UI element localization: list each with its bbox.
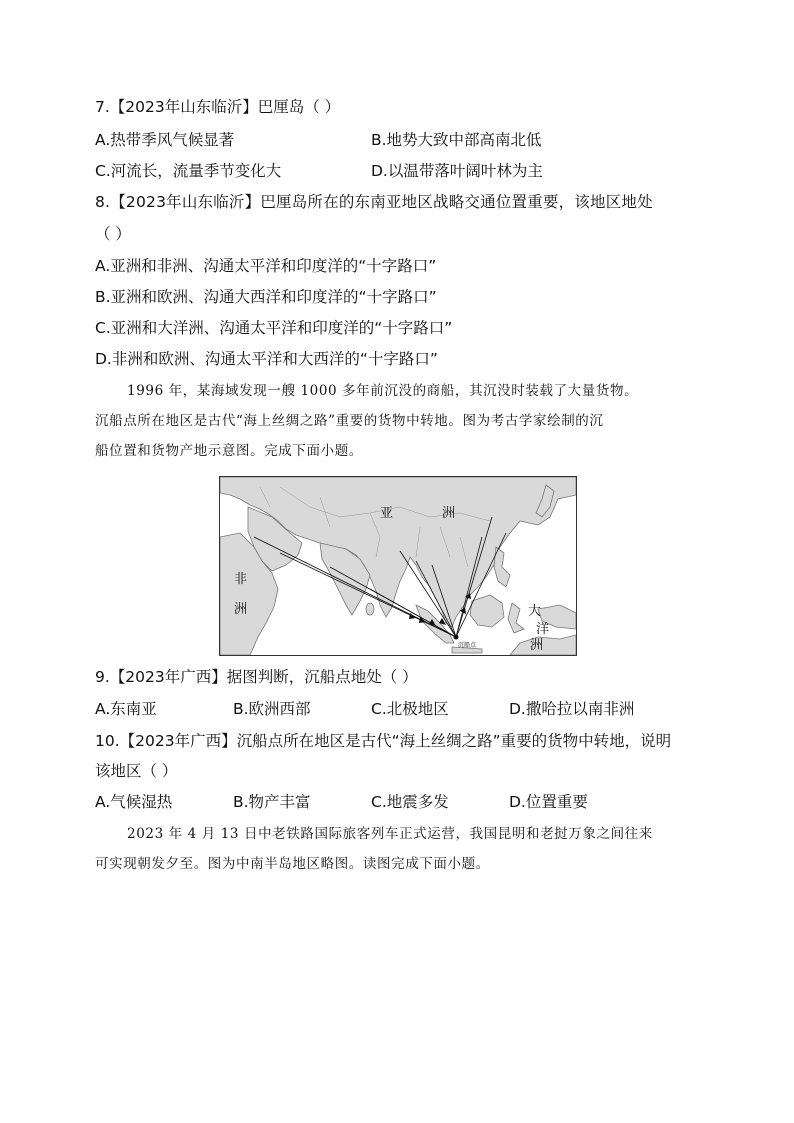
shipwreck-map (219, 476, 577, 656)
q10-stem-cont: 该地区（ ） (95, 762, 178, 780)
passage-railway-line1: 2023 年 4 月 13 日中老铁路国际旅客列车正式运营，我国昆明和老挝万象之间往来 (127, 826, 653, 842)
map-svg (220, 477, 576, 655)
q9-option-b: B.欧洲西部 (233, 700, 311, 718)
q10-option-a: A.气候湿热 (95, 793, 173, 811)
oceania-label-3: 洲 (530, 638, 544, 653)
passage-shipwreck-line3: 船位置和货物产地示意图。完成下面小题。 (95, 443, 363, 459)
shipwreck-label: 沉船点 (458, 642, 477, 649)
q7-option-a: A.热带季风气候显著 (95, 131, 235, 149)
q7-option-d: D.以温带落叶阔叶林为主 (371, 162, 543, 180)
passage-railway-line2: 可实现朝发夕至。图为中南半岛地区略图。读图完成下面小题。 (95, 856, 490, 872)
q10-option-b: B.物产丰富 (233, 793, 311, 811)
q9-option-a: A.东南亚 (95, 700, 157, 718)
q7-option-c: C.河流长，流量季节变化大 (95, 162, 282, 180)
passage-railway (95, 819, 700, 879)
oceania-label-1: 大 (528, 604, 542, 619)
q8-stem: 8.【2023年山东临沂】巴厘岛所在的东南亚地区战略交通位置重要，该地区地处 (95, 193, 653, 211)
q8-option-d: D.非洲和欧洲、沟通太平洋和大西洋的“十字路口” (95, 350, 438, 368)
q9-option-d: D.撒哈拉以南非洲 (509, 700, 635, 718)
passage-shipwreck-line2: 沉船点所在地区是古代“海上丝绸之路”重要的货物中转地。图为考古学家绘制的沉 (95, 413, 604, 429)
q10-option-c: C.地震多发 (371, 793, 449, 811)
q8-option-a: A.亚洲和非洲、沟通太平洋和印度洋的“十字路口” (95, 257, 437, 275)
africa-label-2: 洲 (234, 602, 248, 617)
passage-shipwreck (95, 376, 700, 466)
q8-option-c: C.亚洲和大洋洲、沟通太平洋和印度洋的“十字路口” (95, 319, 453, 337)
passage-shipwreck-line1: 1996 年，某海域发现一艘 1000 多年前沉没的商船，其沉没时装载了大量货物。 (127, 383, 639, 399)
shipwreck-point (454, 635, 459, 640)
q7-option-b: B.地势大致中部高南北低 (371, 131, 542, 149)
q8-stem-cont: （ ） (95, 225, 131, 243)
q7-stem: 7.【2023年山东临沂】巴厘岛（ ） (95, 98, 341, 116)
q9-option-c: C.北极地区 (371, 700, 449, 718)
oceania-label-2: 洋 (536, 622, 550, 637)
q10-stem: 10.【2023年广西】沉船点所在地区是古代“海上丝绸之路”重要的货物中转地，说明 (95, 732, 672, 750)
asia-label-1: 亚 (380, 506, 394, 521)
q8-option-b: B.亚洲和欧洲、沟通大西洋和印度洋的“十字路口” (95, 288, 437, 306)
africa-label-1: 非 (234, 572, 248, 587)
sri-lanka-land (366, 603, 374, 615)
asia-label-2: 洲 (442, 506, 456, 521)
q10-option-d: D.位置重要 (509, 793, 588, 811)
q9-stem: 9.【2023年广西】据图判断，沉船点地处（ ） (95, 668, 418, 686)
